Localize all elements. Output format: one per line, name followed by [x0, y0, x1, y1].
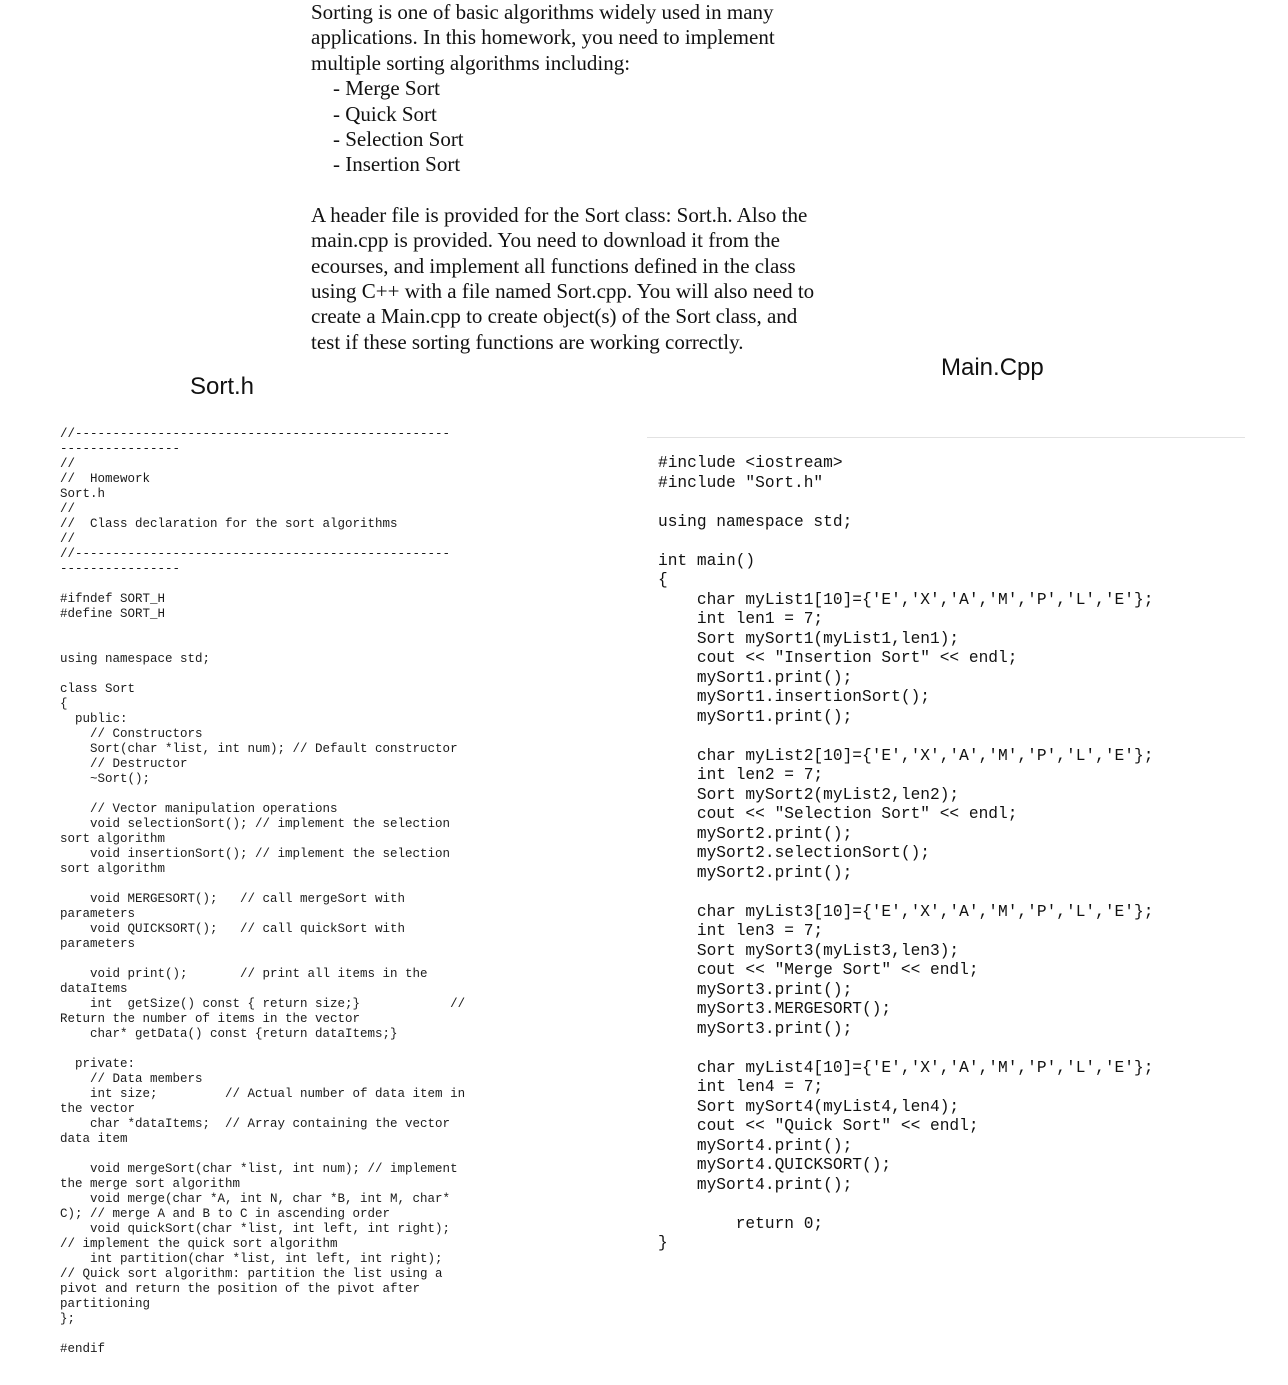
intro-line: Sorting is one of basic algorithms widely used in many [311, 0, 774, 24]
instructions-line: main.cpp is provided. You need to download it from the [311, 228, 780, 253]
instructions-paragraph [311, 203, 851, 355]
algorithm-list [311, 76, 851, 178]
main-cpp-code-listing: #include <iostream> #include "Sort.h" using namespace std; int main() { char myList1[10]={'E','X','A','M','P','L','E'}; int len1 = 7; Sort mySort1(myList1,len1); cout << "Insertion Sort" << endl; mySort1.print(); mySort1.insertionSort(); mySort1.print(); char myList2[10]={'E','X','A','M','P','L','E'}; int len2 = 7; Sort mySort2(myList2,len2); cout << "Selection Sort" << endl; mySort2.print(); mySort2.selectionSort(); mySort2.print(); char myList3[10]={'E','X','A','M','P','L','E'}; int len3 = 7; Sort mySort3(myList3,len3); cout << "Merge Sort" << endl; mySort3.print(); mySort3.MERGESORT(); mySort3.print(); char myList4[10]={'E','X','A','M','P','L','E'}; int len4 = 7; Sort mySort4(myList4,len4); cout << "Quick Sort" << endl; mySort4.print(); mySort4.QUICKSORT(); mySort4.print(); return 0; } [658, 454, 1154, 1252]
intro-line: applications. In this homework, you need to implement [311, 25, 775, 50]
instructions-line: ecourses, and implement all functions defined in the class [311, 253, 796, 278]
assignment-description [311, 0, 851, 355]
main-cpp-heading: Main.Cpp [941, 354, 1044, 381]
intro-line: multiple sorting algorithms including: [311, 50, 631, 75]
instructions-line: create a Main.cpp to create object(s) of the Sort class, and [311, 304, 798, 329]
sort-h-heading: Sort.h [190, 373, 255, 400]
main-cpp-divider [647, 437, 1245, 438]
algorithm-item-insertion-sort: - Insertion Sort [333, 152, 461, 177]
instructions-line: test if these sorting functions are working correctly. [311, 329, 744, 354]
sort-h-code-listing: //-------------------------------------------------- ---------------- // // Homework Sort.h // // Class declaration for the sort algorithms // //-------------------------------------------------- ---------------- #ifndef SORT_H #define SORT_H using namespace std; class Sort { public: // Constructors Sort(char *list, int num); // Default constructor // Destructor ~Sort(); // Vector manipulation operations void selectionSort(); // implement the selection sort algorithm void insertionSort(); // implement the selection sort algorithm void MERGESORT(); // call mergeSort with parameters void QUICKSORT(); // call quickSort with parameters void print(); // print all items in the dataItems int getSize() const { return size;} // Return the number of items in the vector char* getData() const {return dataItems;} private: // Data members int size; // Actual number of data item in the vector char *dataItems; // Array containing the vector data item void mergeSort(char *list, int num); // implement the merge sort algorithm void merge(char *A, int N, char *B, int M, char* C); // merge A and B to C in ascending order void quickSort(char *list, int left, int right); // implement the quick sort algorithm int partition(char *list, int left, int right); // Quick sort algorithm: partition the list using a pivot and return the position of the pivot after partitioning }; #endif [60, 427, 466, 1356]
instructions-line: using C++ with a file named Sort.cpp. You will also need to [311, 279, 815, 304]
algorithm-item-merge-sort: - Merge Sort [333, 76, 440, 101]
instructions-line: A header file is provided for the Sort class: Sort.h. Also the [311, 202, 808, 227]
algorithm-item-quick-sort: - Quick Sort [333, 101, 437, 126]
algorithm-item-selection-sort: - Selection Sort [333, 127, 464, 152]
intro-paragraph [311, 0, 851, 76]
